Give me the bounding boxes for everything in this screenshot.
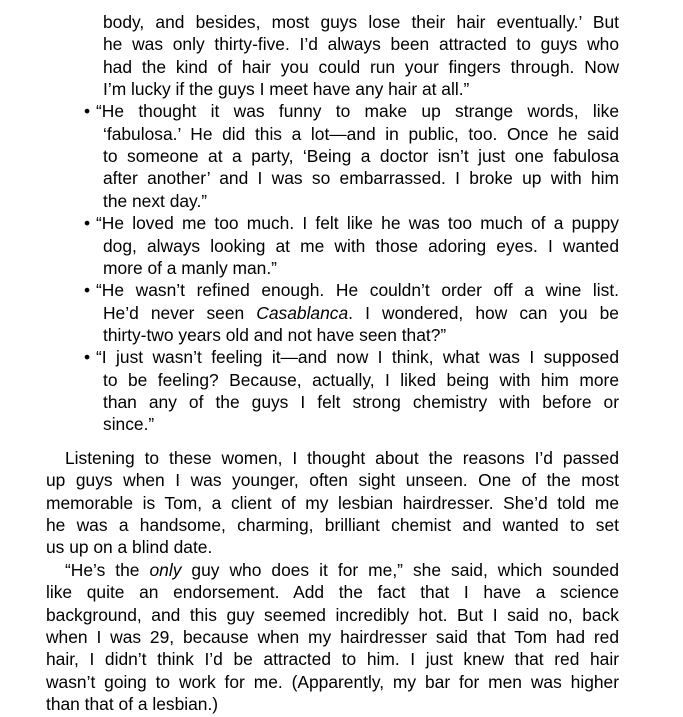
text-line bbox=[65, 559, 619, 581]
text-line: than any of the guys I felt strong chemistry with before or bbox=[103, 392, 619, 412]
text-line: thirty-two years old and not have seen that?” bbox=[103, 325, 447, 345]
text-line: background, and this guy seemed incredibly hot. But I said no, back bbox=[46, 605, 619, 625]
text-segment: He’d never seen bbox=[103, 303, 257, 323]
film-title: Casablanca bbox=[256, 303, 349, 323]
bullet-marker: • bbox=[84, 280, 91, 300]
text-line: more of a manly man.” bbox=[103, 258, 277, 278]
text-line: the next day.” bbox=[103, 191, 208, 211]
text-line: Listening to these women, I thought about the reasons I’d passed bbox=[65, 448, 619, 468]
text-line: I’m lucky if the guys I meet have any hair at all.” bbox=[103, 79, 470, 99]
text-line: “He wasn’t refined enough. He couldn’t order off a wine list. bbox=[96, 280, 619, 300]
text-line: than that of a lesbian.) bbox=[46, 694, 219, 714]
emphasis: only bbox=[149, 560, 182, 580]
text-line: after another’ and I was so embarrassed. I broke up with him bbox=[103, 168, 619, 188]
text-line: dog, always looking at me with those adoring eyes. I wanted bbox=[103, 236, 619, 256]
bullet-marker: • bbox=[84, 213, 91, 233]
text-line: “I just wasn’t feeling it—and now I think, what was I supposed bbox=[96, 347, 619, 367]
text-line: like quite an endorsement. Add the fact that I have a science bbox=[46, 582, 619, 602]
text-line: to be feeling? Because, actually, I liked being with him more bbox=[103, 370, 619, 390]
bullet-marker: • bbox=[84, 101, 91, 121]
text-line: hair, I didn’t think I’d be attracted to him. I just knew that red hair bbox=[46, 649, 619, 669]
text-line: he was only thirty-five. I’d always been attracted to guys who bbox=[103, 34, 619, 54]
text-line: ‘fabulosa.’ He did this a lot—and in public, too. Once he said bbox=[103, 124, 619, 144]
text-line: to someone at a party, ‘Being a doctor isn’t just one fabulosa bbox=[103, 146, 619, 166]
text-line: “He loved me too much. I felt like he was too much of a puppy bbox=[96, 213, 619, 233]
text-line: he was a handsome, charming, brilliant chemist and wanted to set bbox=[46, 515, 619, 535]
text-segment: “He’s the bbox=[65, 560, 150, 580]
bullet-marker: • bbox=[84, 347, 91, 367]
text-line: since.” bbox=[103, 414, 155, 434]
text-line: had the kind of hair you could run your fingers through. Now bbox=[103, 57, 619, 77]
text-line: wasn’t going to work for me. (Apparently, my bar for men was higher bbox=[46, 672, 619, 692]
text-segment: . I wondered, how can you be bbox=[348, 303, 619, 323]
text-line bbox=[103, 302, 619, 324]
text-line: up guys when I was younger, often sight unseen. One of the most bbox=[46, 470, 619, 490]
text-line: body, and besides, most guys lose their hair eventually.’ But bbox=[103, 12, 619, 32]
text-line: when I was 29, because when my hairdresser said that Tom had red bbox=[46, 627, 619, 647]
text-line: us up on a blind date. bbox=[46, 537, 213, 557]
text-segment: guy who does it for me,” she said, which sounded bbox=[181, 560, 620, 580]
text-line: memorable is Tom, a client of my lesbian hairdresser. She’d told me bbox=[46, 493, 619, 513]
text-line: “He thought it was funny to make up strange words, like bbox=[96, 101, 619, 121]
